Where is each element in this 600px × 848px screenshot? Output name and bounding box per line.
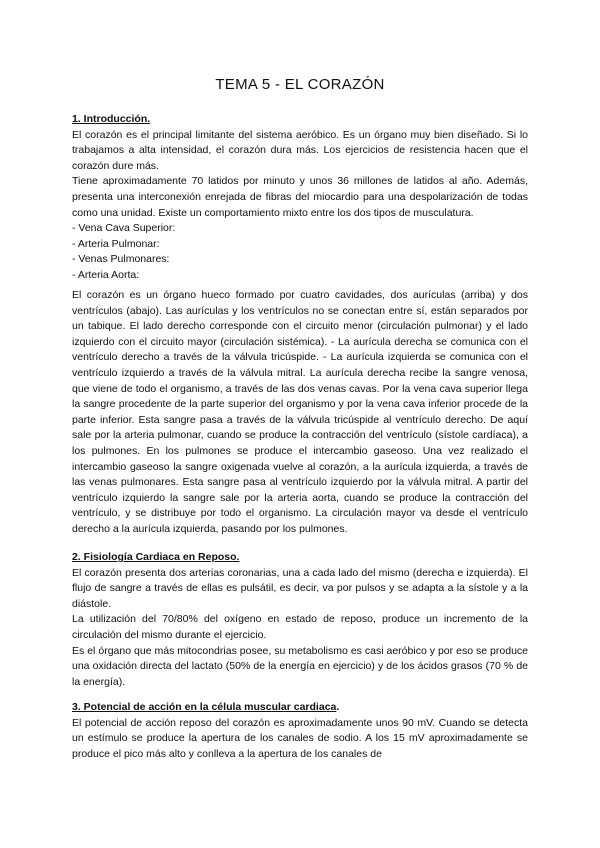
section-fisiologia [72,550,528,690]
section-introduccion-continued [72,288,528,538]
section-introduccion [72,112,528,284]
list-item: - Arteria Aorta: [72,268,140,281]
section-heading: 2. Fisiología Cardiaca en Reposo. [72,551,240,563]
list-item: - Vena Cava Superior: [72,222,176,235]
paragraph: El corazón presenta dos arterias coronarias, una a cada lado del mismo (derecha e izquierda). El flujo de sangre a través de ellas es pulsátil, es decir, va por pulsos y se adapta a la sístole y a la diástole. [72,566,528,610]
paragraph: El corazón es un órgano hueco formado por cuatro cavidades, dos aurículas (arriba) y dos ventrículos (abajo). Las aurículas y los ventrículos no se conectan entre sí, están separados por un tabique. El lado derecho corresponde con el circuito menor (circulación pulmonar) y el lado izquierdo con el circuito mayor (circulación sistémica). - La aurícula derecha se comunica con el ventrículo derecho a través de la válvula tricúspide. - La aurícula izquierda se comunica con el ventrículo izquierdo a través de la válvula mitral. La aurícula derecha recibe la sangre venosa, que viene de todo el organismo, a través de las dos venas cavas. Por la vena cava superior llega la sangre procedente de la parte superior del organismo y por la vena cava inferior procede de la parte inferior. Esta sangre pasa a través de la válvula tricúspide al ventrículo derecho. De aquí sale por la arteria pulmonar, cuando se produce la contracción del ventrículo (sístole cardíaca), a los pulmones. En los pulmones se produce el intercambio gaseoso. Una vez realizado el intercambio gaseoso la sangre oxigenada vuelve al corazón, a la aurícula izquierda, a través de las venas pulmonares. Esta sangre pasa al ventrículo izquierdo por la válvula mitral. A partir del ventrículo izquierdo la sangre sale por la arteria aorta, cuando se produce la contracción del ventrículo, y se distribuye por todo el organismo. La circulación mayor va desde el ventrículo derecho a la aurícula izquierda, pasando por los pulmones. [72,289,528,535]
vessel-list [72,221,528,283]
paragraph: Tiene aproximadamente 70 latidos por minuto y unos 36 millones de latidos al año. Además, presenta una interconexión enrejada de fibras del miocardio para una despolarización de todas como una unidad. Existe un comportamiento mixto entre los dos tipos de musculatura. [72,175,528,219]
section-heading: 1. Introducción. [72,113,151,125]
heading-suffix: . [336,701,340,713]
paragraph: El potencial de acción reposo del corazón es aproximadamente unos 90 mV. Cuando se detecta un estímulo se produce la apertura de los canales de sodio. A los 15 mV aproximadamente se produce el pico más alto y conlleva a la apertura de los canales de [72,716,528,760]
section-potencial-accion [72,697,528,762]
paragraph: El corazón es el principal limitante del sistema aeróbico. Es un órgano muy bien diseñado. Si lo trabajamos a alta intensidad, el corazón dura más. Los ejercicios de resistencia hacen que el corazón dure más. [72,128,528,172]
list-item: - Arteria Pulmonar: [72,237,160,250]
document-page [72,0,528,848]
list-item: - Venas Pulmonares: [72,253,170,266]
paragraph: La utilización del 70/80% del oxígeno en estado de reposo, produce un incremento de la circulación del mismo durante el ejercicio. [72,613,528,641]
paragraph: Es el órgano que más mitocondrias posee, su metabolismo es casi aeróbico y por eso se produce una oxidación directa del lactato (50% de la energía en ejercicio) y de los ácidos grasos (70 % de la energía). [72,644,528,688]
section-heading: 3. Potencial de acción en la célula muscular cardiaca [72,701,337,713]
document-title: TEMA 5 - EL CORAZÓN [215,76,385,93]
